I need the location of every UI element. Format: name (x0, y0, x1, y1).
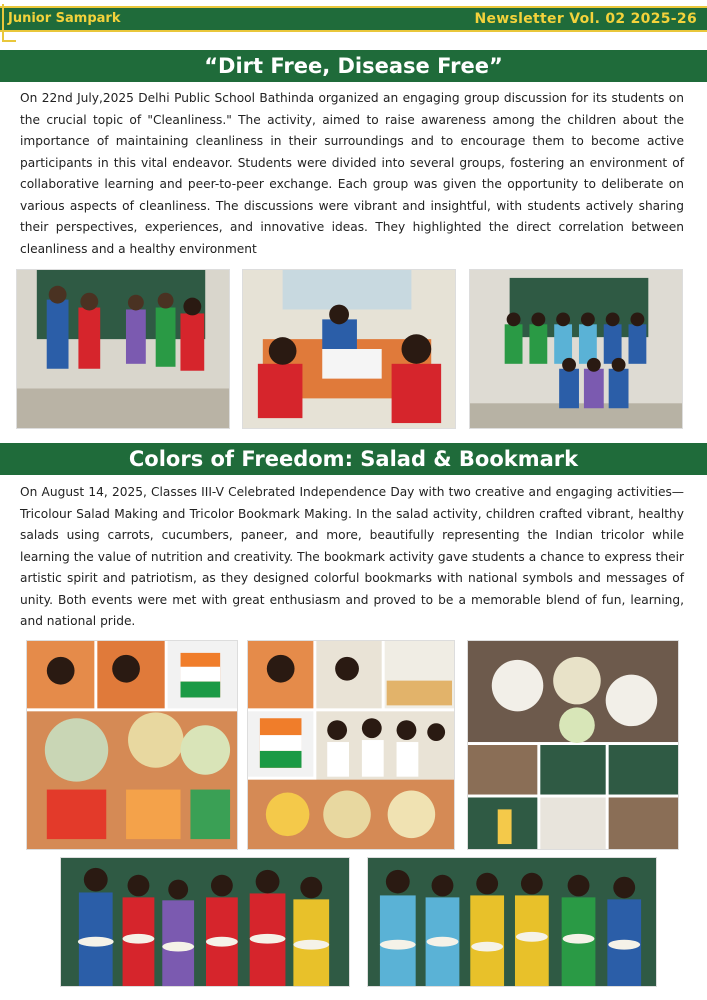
section-title-cleanliness: “Dirt Free, Disease Free” (0, 50, 707, 82)
collage-salad-making-2 (247, 640, 455, 850)
photo-students-with-salads-1 (60, 857, 350, 987)
photo-students-with-salads-2 (367, 857, 657, 987)
collage-bookmark-making (467, 640, 679, 850)
collage-salad-making-1 (26, 640, 238, 850)
photo-cleanliness-group (469, 269, 683, 429)
photo-group-discussion-1 (16, 269, 230, 429)
newsletter-name: Junior Sampark (8, 11, 121, 26)
section-title-colors-of-freedom: Colors of Freedom: Salad & Bookmark (0, 443, 707, 475)
photo-group-discussion-2 (242, 269, 456, 429)
section-body-colors-of-freedom: On August 14, 2025, Classes III-V Celebrated Independence Day with two creative and engaging activities—Tricolour Salad Making and Tricolor Bookmark Making. In the salad activity, children crafted vibrant, healthy salads using carrots, cucumbers, paneer, and more, beautifully representing the Indian tricolor while learning the value of nutrition and creativity. The bookmark activity gave students a chance to express their artistic spirit and patriotism, as they designed colorful bookmarks with national symbols and messages of unity. Both events were met with great enthusiasm and proved to be a memorable blend of fun, learning, and national pride. (20, 485, 684, 628)
newsletter-header-bar (0, 6, 707, 32)
section-body-cleanliness: On 22nd July,2025 Delhi Public School Bathinda organized an engaging group discussion for its students on the crucial topic of "Cleanliness." The activity, aimed to raise awareness among the children about the importance of maintaining cleanliness in their surroundings and to encourage them to become active participants in this vital endeavor. Students were divided into several groups, fostering an environment of collaborative learning and peer-to-peer exchange. Each group was given the opportunity to deliberate on various aspects of cleanliness. The discussions were vibrant and insightful, with students actively sharing their perspectives, experiences, and innovative ideas. They highlighted the direct correlation between cleanliness and a healthy environment (20, 91, 684, 256)
decorative-bracket (2, 4, 16, 42)
newsletter-volume: Newsletter Vol. 02 2025-26 (474, 11, 697, 27)
